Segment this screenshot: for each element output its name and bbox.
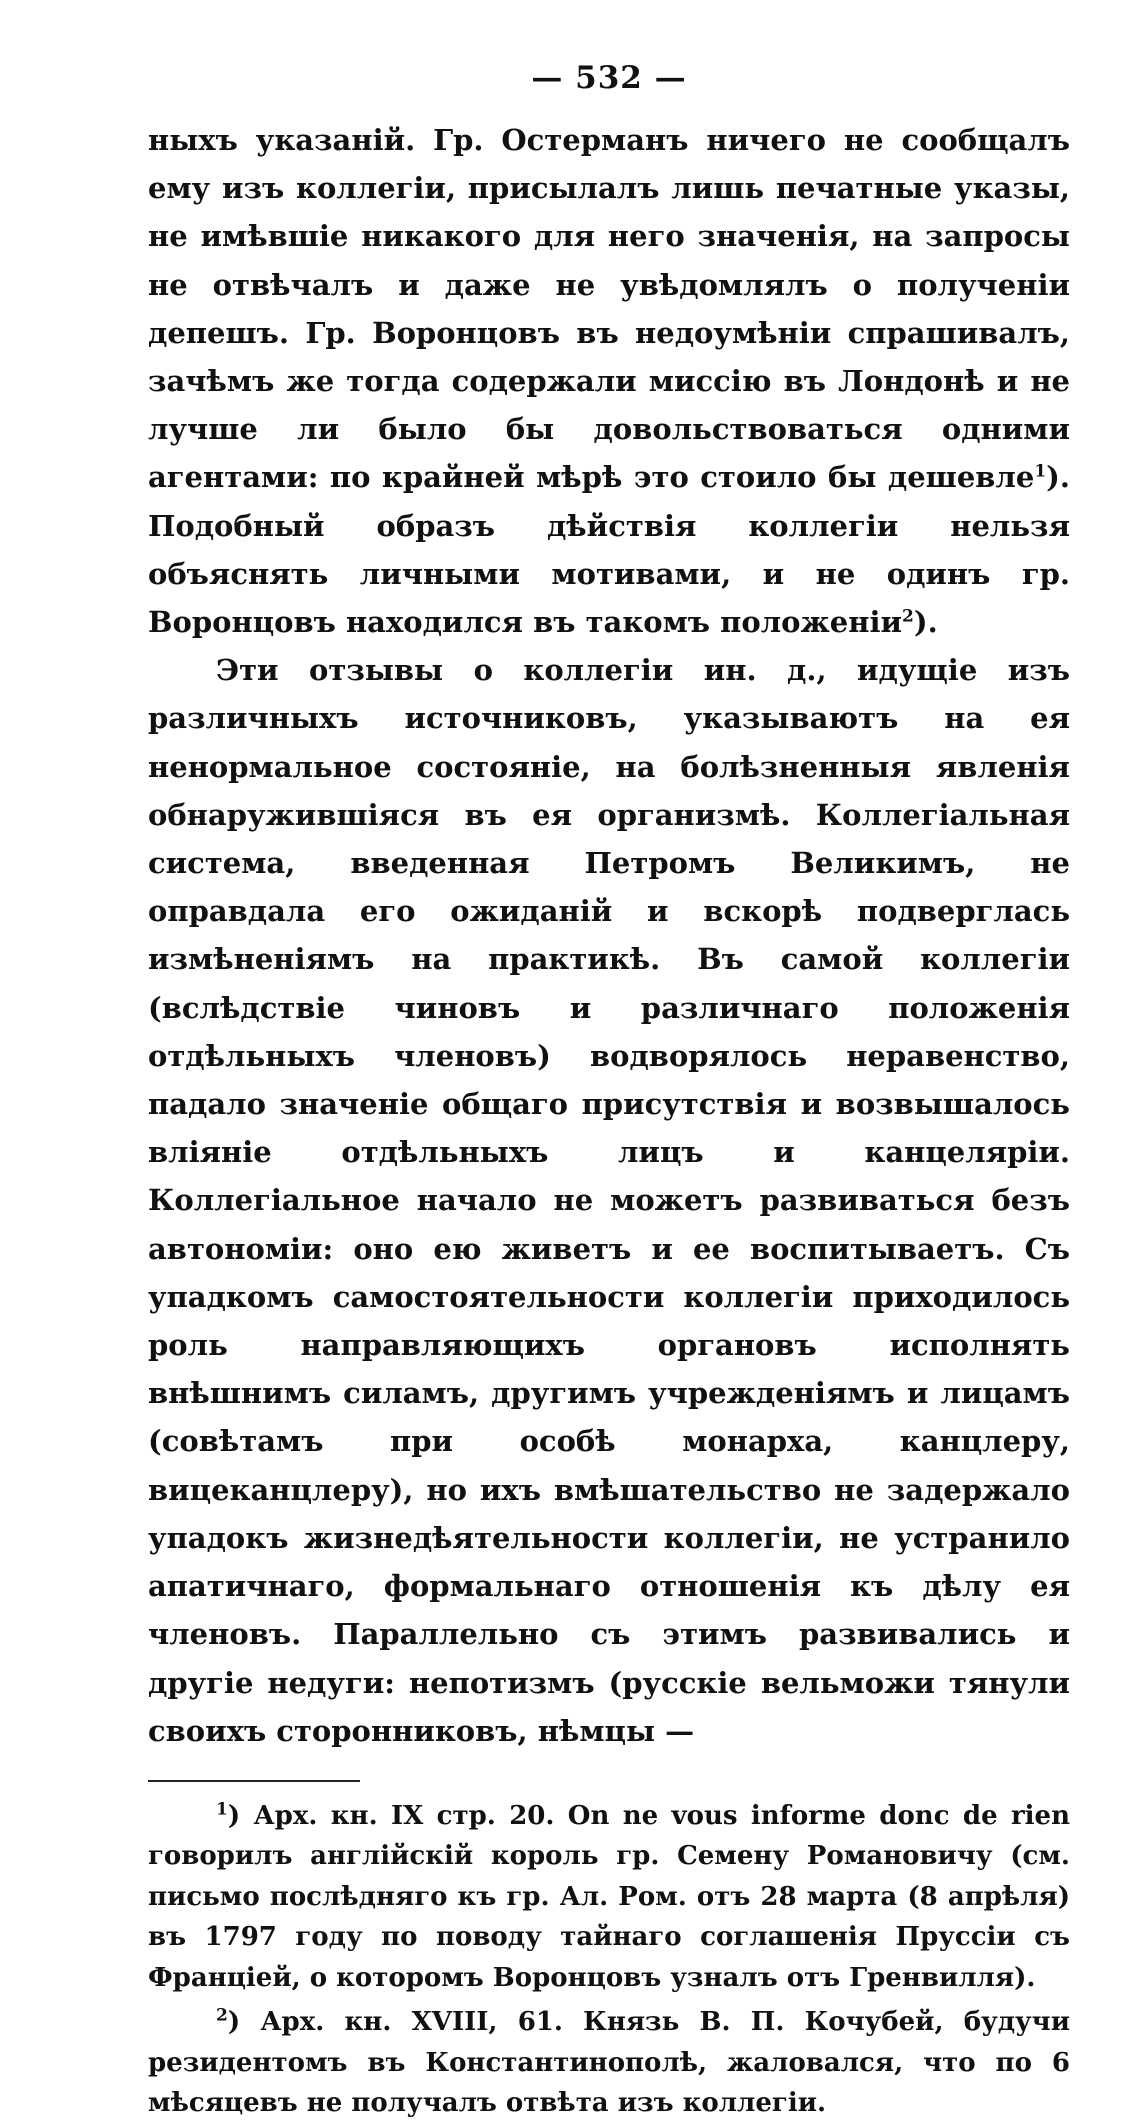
paragraph-1-text-c: ). xyxy=(913,605,938,640)
footnote-1-marker: 1 xyxy=(216,1799,228,1820)
footnote-divider xyxy=(148,1780,360,1782)
footnote-2-marker: 2 xyxy=(216,2005,228,2026)
paragraph-1-text-b: ). Подобный образъ дѣйствія коллегіи нельзя объяснять личными мотивами, и не одинъ гр. Воронцовъ находился въ такомъ положеніи xyxy=(148,460,1070,640)
footnote-1-text: ) Арх. кн. IX стр. 20. On ne vous informe donc de rien говорилъ англійскій король гр. Семену Романовичу (см. письмо послѣдняго къ гр. Ал. Ром. отъ 28 марта (8 апрѣля) въ 1797 году по поводу тайнаго соглашенія Пруссіи съ Франціей, о которомъ Воронцовъ узналъ отъ Гренвилля). xyxy=(148,1800,1070,1993)
footnote-ref-2: 2 xyxy=(902,606,914,627)
footnotes xyxy=(148,1796,1070,2124)
footnote-1 xyxy=(148,1796,1070,1999)
paragraph-2: Эти отзывы о коллегіи ин. д., идущіе изъ различныхъ источниковъ, указываютъ на ея ненормальное состояніе, на болѣзненныя явленія обнаружившіяся въ ея организмѣ. Коллегіальная система, введенная Петромъ Великимъ, не оправдала его ожиданій и вскорѣ подверглась измѣненіямъ на практикѣ. Въ самой коллегіи (вслѣдствіе чиновъ и различнаго положенія отдѣльныхъ членовъ) водворялось неравенство, падало значеніе общаго присутствія и возвышалось вліяніе отдѣльныхъ лицъ и канцеляріи. Коллегіальное начало не можетъ развиваться безъ автономіи: оно ею живетъ и ее воспитываетъ. Съ упадкомъ самостоятельности коллегіи приходилось роль направляющихъ органовъ исполнять внѣшнимъ силамъ, другимъ учрежденіямъ и лицамъ (совѣтамъ при особѣ монарха, канцлеру, вицеканцлеру), но ихъ вмѣшательство не задержало упадокъ жизнедѣятельности коллегіи, не устранило апатичнаго, формальнаго отношенія къ дѣлу ея членовъ. Параллельно съ этимъ развивались и другіе недуги: непотизмъ (русскіе вельможи тянули своихъ сторонниковъ, нѣмцы — xyxy=(148,653,1070,1748)
paragraph-1-text-a: ныхъ указаній. Гр. Остерманъ ничего не сообщалъ ему изъ коллегіи, присылалъ лишь печатные указы, не имѣвшіе никакого для него значенія, на запросы не отвѣчалъ и даже не увѣдомлялъ о полученіи депешъ. Гр. Воронцовъ въ недоумѣніи спрашивалъ, зачѣмъ же тогда содержали миссію въ Лондонѣ и не лучше ли было бы довольствоваться одними агентами: по крайней мѣрѣ это стоило бы дешевле xyxy=(148,123,1070,495)
page-number: — 532 — xyxy=(531,60,687,96)
footnote-2 xyxy=(148,2002,1070,2124)
paragraph-1 xyxy=(148,116,1070,646)
book-page xyxy=(148,60,1070,2124)
main-text xyxy=(148,116,1070,1755)
footnote-2-text: ) Арх. кн. XVIII, 61. Князь В. П. Кочубей, будучи резидентомъ въ Константинополѣ, жаловался, что по 6 мѣсяцевъ не получалъ отвѣта изъ коллегіи. xyxy=(148,2007,1070,2119)
footnote-ref-1: 1 xyxy=(1034,461,1047,482)
